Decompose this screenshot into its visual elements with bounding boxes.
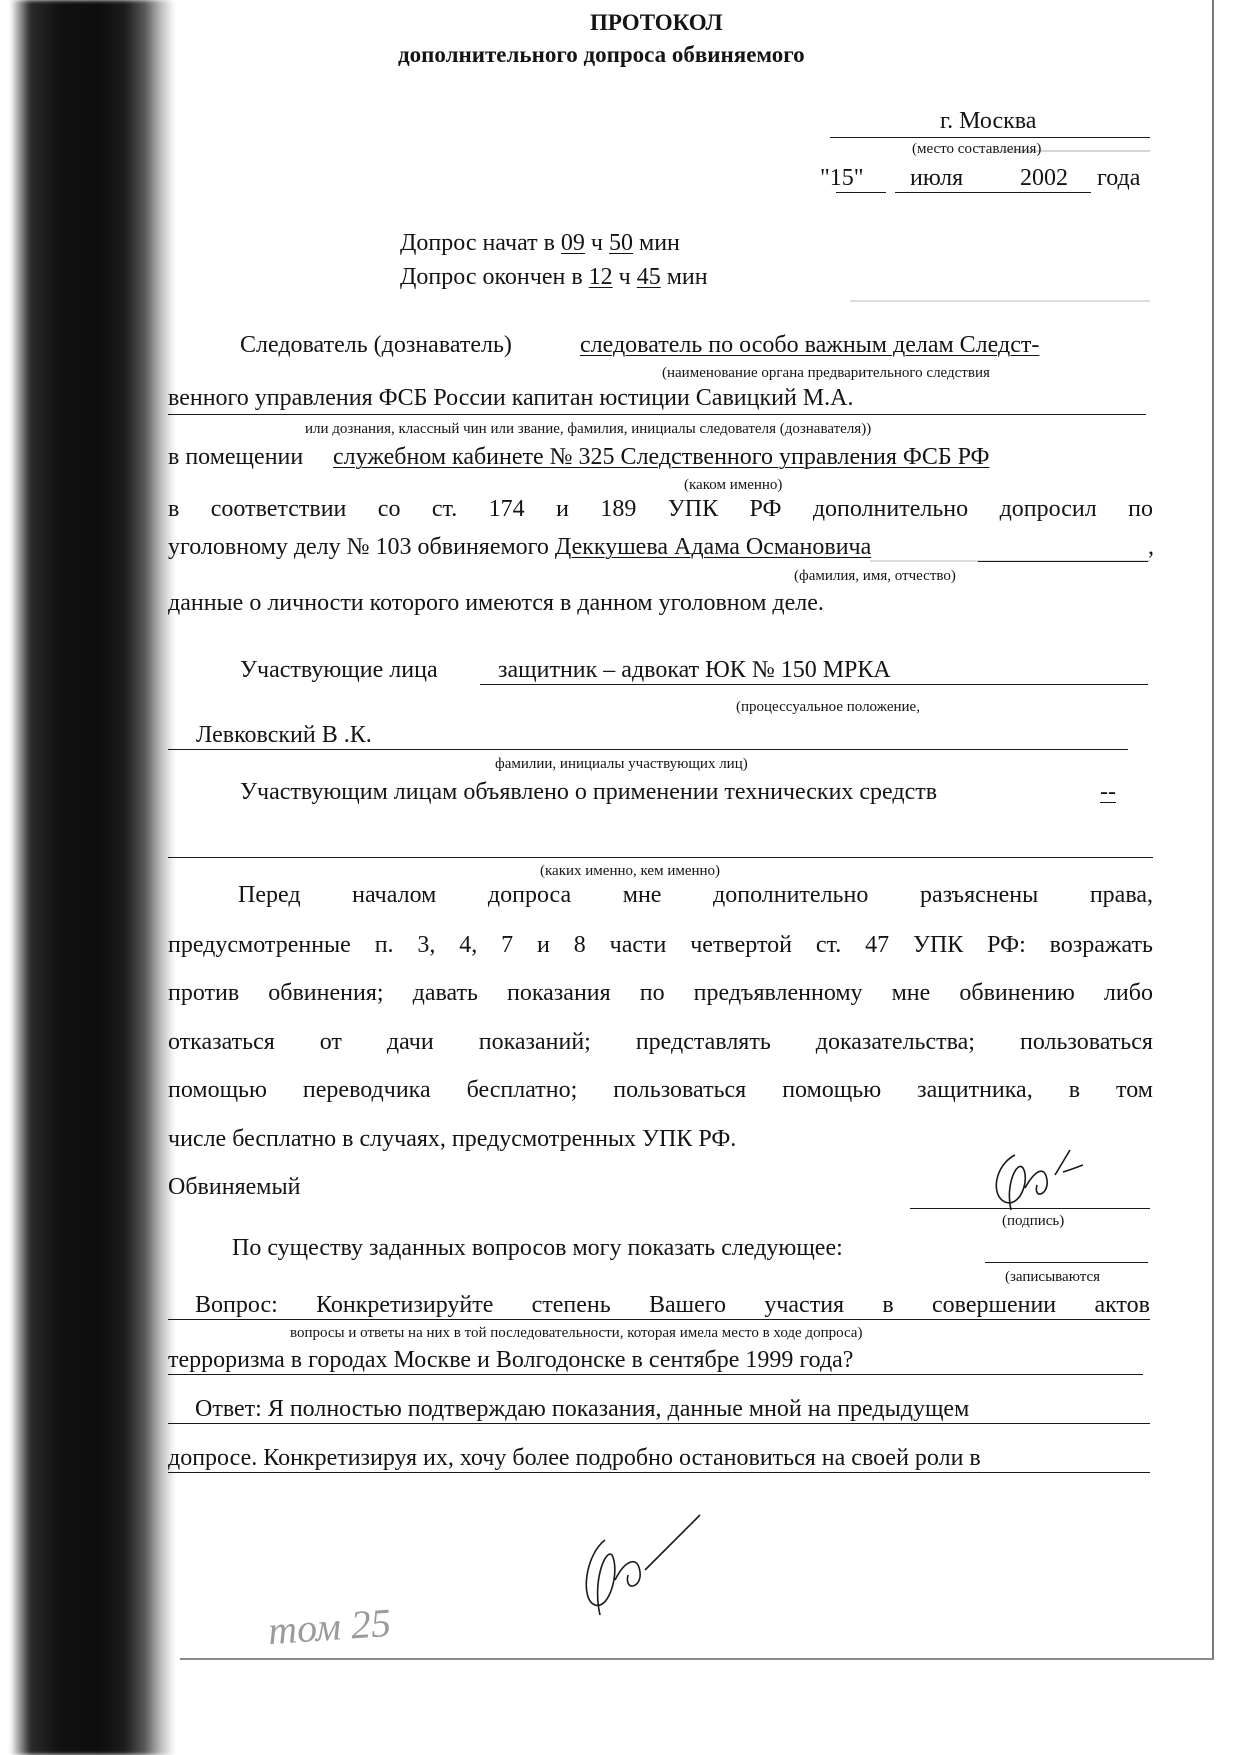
participants-value-2: Левковский В .К. [196,722,372,748]
page-edge-bottom [180,1658,1214,1660]
date-suffix: года [1097,165,1141,191]
volume-note: том 25 [266,1599,393,1654]
investigator-value-2: венного управления ФСБ России капитан юстиции Савицкий М.А. [168,385,854,411]
rights-line-3: против обвинения; давать показания по предъявленному мне обвинению либо [168,980,1153,1006]
signature-caption: (подпись) [1002,1213,1065,1229]
testimony-intro: По существу заданных вопросов могу показать следующее: [232,1235,843,1261]
rights-line-2: предусмотренные п. 3, 4, 7 и 8 части четвертой ст. 47 УПК РФ: возражать [168,932,1153,958]
participants-caption-1: (процессуальное положение, [736,699,920,715]
document-title: ПРОТОКОЛ [590,10,723,35]
technical-value: -- [1100,779,1116,805]
rights-line-1: Перед началом допроса мне дополнительно разъяснены права, [238,882,1153,908]
basis-line-3: данные о личности которого имеются в данном уголовном деле. [168,590,824,616]
place-rule [830,137,1150,138]
end-minute: 45 [636,264,661,290]
date-day: "15" [820,165,864,191]
date-year: 2002 [1020,165,1068,191]
room-label: в помещении [168,444,304,470]
participants-value-1: защитник – адвокат ЮК № 150 МРКА [498,657,891,683]
rights-line-4: отказаться от дачи показаний; представлять доказательства; пользоваться [168,1029,1153,1055]
room-value: служебном кабинете № 325 Следственного управления ФСБ РФ [333,444,990,470]
technical-caption: (каких именно, кем именно) [540,863,721,879]
end-hour: 12 [588,264,613,290]
start-minute: 50 [609,230,633,256]
binding-shadow [0,0,175,1755]
room-caption: (каком именно) [684,477,783,493]
start-hour: 09 [560,230,585,256]
question-line-2: терроризма в городах Москве и Волгодонске в сентябре 1999 года? [168,1347,854,1373]
testimony-caption-2: вопросы и ответы на них в той последовательности, которая имела место в ходе допроса) [290,1325,863,1341]
investigator-label: Следователь (дознаватель) [240,332,512,358]
document-subtitle: дополнительного допроса обвиняемого [398,42,805,67]
interrogation-end: Допрос окончен в 12 ч 45 мин [400,264,708,290]
investigator-value-1: следователь по особо важным делам Следст- [580,332,1040,358]
rights-line-6: числе бесплатно в случаях, предусмотренных УПК РФ. [168,1126,737,1152]
signature-mark-1 [975,1140,1095,1220]
technical-text: Участвующим лицам объявлено о применении технических средств [240,779,938,805]
basis-comma: , [1148,534,1154,560]
rights-line-5: помощью переводчика бесплатно; пользоваться помощью защитника, в том [168,1077,1153,1103]
testimony-caption-1: (записываются [1005,1269,1101,1285]
place-city: г. Москва [940,108,1037,134]
question-line-1: Вопрос: Конкретизируйте степень Вашего участия в совершении актов [195,1292,1150,1318]
investigator-caption-1: (наименование органа предварительного следствия [662,365,990,381]
basis-line-1: в соответствии со ст. 174 и 189 УПК РФ дополнительно допросил по [168,496,1153,522]
participants-label: Участвующие лица [240,657,438,683]
investigator-caption-2: или дознания, классный чин или звание, фамилия, инициалы следователя (дознавателя)) [305,421,872,437]
date-month: июля [910,165,964,191]
place-caption: (место составления) [912,141,1042,157]
interrogation-start: Допрос начат в 09 ч 50 мин [400,230,680,256]
answer-line-2: допросе. Конкретизируя их, хочу более подробно остановиться на своей роли в [168,1445,981,1471]
accused-caption: (фамилия, имя, отчество) [794,568,956,584]
answer-line-1: Ответ: Я полностью подтверждаю показания, данные мной на предыдущем [195,1396,970,1422]
page-edge-right [1212,0,1214,1660]
participants-caption-2: фамилии, инициалы участвующих лиц) [495,756,748,772]
signature-mark-2 [560,1510,720,1620]
accused-name: Деккушева Адама Османовича [554,534,872,560]
basis-line-2: уголовному делу № 103 обвиняемого Деккушева Адама Османовича [168,534,872,560]
accused-label: Обвиняемый [168,1174,301,1200]
